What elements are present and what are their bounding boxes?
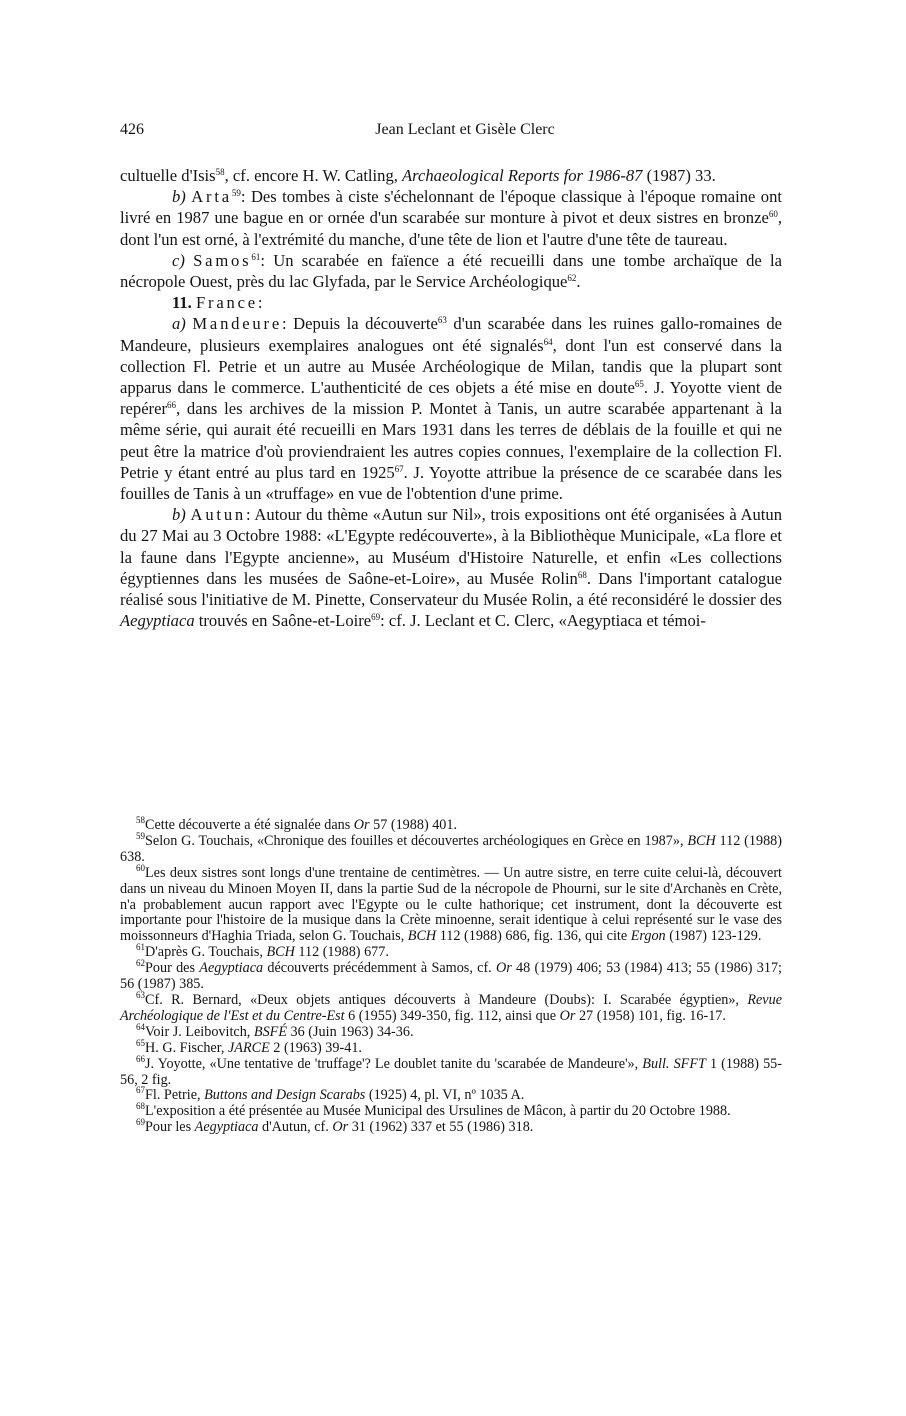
text: . J. Yoyotte attribue la présence de ce scarabée dans les fouilles de Tanis à un «truffage» en vue de l'obtention d'une prime. xyxy=(120,462,782,504)
italic-term: Aegyptiaca xyxy=(194,1119,259,1136)
item-letter: b) xyxy=(172,505,186,525)
text: d'un scarabée dans les ruines gallo-romaines de Mandeure, plusieurs exemplaires analogues ont été signalés xyxy=(120,314,783,355)
paragraph-samos xyxy=(120,250,782,292)
footnote-ref: 69 xyxy=(371,612,381,623)
text: : Depuis la découverte xyxy=(282,314,438,334)
text: 57 (1988) 401. xyxy=(369,817,458,833)
italic-term: Aegyptiaca xyxy=(199,960,264,977)
text: 112 (1988) 677. xyxy=(294,944,389,961)
paragraph-continuation xyxy=(120,165,782,186)
text: , dont l'un est orné, à l'extrémité du manche, d'une tête de lion et l'autre d'une tête de taureau. xyxy=(120,208,782,249)
page-number: 426 xyxy=(120,121,144,138)
section-heading-france xyxy=(120,292,782,313)
text: découverts précédemment à Samos, cf. xyxy=(263,960,496,977)
text: , dont l'un est conservé dans la collection Fl. Petrie et un autre au Musée Archéologique de Milan, tandis que la plupart sont apparus dans le commerce. L'authenticité de ces objets a été mise en doute xyxy=(120,335,782,398)
text: 48 (1979) 406; 53 (1984) 413; 55 (1986) 317; 56 (1987) 385. xyxy=(120,960,782,993)
text: Fl. Petrie, xyxy=(145,1087,205,1104)
italic-term: Aegyptiaca xyxy=(120,611,195,631)
text: 1 (1988) 55-56, 2 fig. xyxy=(120,1055,782,1088)
text: 31 (1962) 337 et 55 (1986) 318. xyxy=(348,1119,534,1136)
footnote-ref: 67 xyxy=(394,463,404,474)
footnote-number: 65 xyxy=(136,1037,145,1048)
italic-term: Buttons and Design Scarabs xyxy=(204,1087,366,1104)
text: 112 (1988) 686, fig. 136, qui cite xyxy=(436,928,631,945)
text: Voir J. Leibovitch, xyxy=(145,1023,254,1040)
place-name: Samos xyxy=(193,250,252,270)
text: 6 (1955) 349-350, fig. 112, ainsi que xyxy=(344,1007,560,1024)
text: Pour des xyxy=(145,960,200,977)
text: : Un scarabée en faïence a été recueilli dans une tombe archaïque de la nécropole Ouest, près du lac Glyfada, par le Service Archéologique xyxy=(120,250,782,292)
footnote-number: 60 xyxy=(136,862,145,873)
footnote-number: 68 xyxy=(136,1101,145,1112)
italic-term: JARCE xyxy=(227,1039,270,1056)
text: 36 (Juin 1963) 34-36. xyxy=(287,1023,414,1040)
text: Les deux sistres sont longs d'une trentaine de centimètres. — Un autre sistre, en terre cuite celui-là, découvert dans un niveau du Minoen Moyen II, dans la partie Sud de la nécropole de Phourni, sur le site d'Archanès en Crète, n'a probablement aucun rapport avec l'Egypte ou le culte hathorique; cet instrument, dont la découverte est importante pour l'histoire de la musique dans la Crète minoenne, serait identique à celui représenté sur le vase des moissonneurs d'Haghia Triada, selon G. Touchais, xyxy=(120,864,782,945)
section-title: France: xyxy=(195,293,266,313)
footnote-number: 69 xyxy=(136,1117,145,1128)
footnote-ref: 61 xyxy=(251,251,261,262)
text: : Autour du thème «Autun sur Nil», trois expositions ont été organisées à Autun du 27 Mai au 3 Octobre 1988: «L'Egypte redécouverte», à la Bibliothèque Municipale, «La flore et la faune dans l'Egypte ancienne», au Muséum d'Histoire Naturelle, et enfin «Les collections égyptiennes dans les musées de Saône-et-Loire», au Musée Rolin xyxy=(120,505,782,588)
footnote-65 xyxy=(120,1037,782,1057)
place-name: Mandeure xyxy=(192,314,283,334)
paragraph-autun xyxy=(120,504,782,631)
text: Cf. R. Bernard, «Deux objets antiques découverts à Mandeure (Doubs): I. Scarabée égyptien», xyxy=(145,991,748,1008)
text: d'Autun, cf. xyxy=(258,1119,333,1136)
footnote-66 xyxy=(120,1053,782,1089)
footnote-62 xyxy=(120,958,782,993)
footnote-64 xyxy=(120,1021,782,1041)
footnote-63 xyxy=(120,989,782,1025)
footnote-60 xyxy=(120,862,782,946)
footnote-61 xyxy=(120,942,782,961)
footnote-ref: 68 xyxy=(577,569,587,580)
footnote-ref: 60 xyxy=(768,209,778,220)
text: (1925) 4, pl. VI, nº 1035 A. xyxy=(365,1087,525,1104)
italic-term: BCH xyxy=(266,944,295,961)
italic-term: BSFÉ xyxy=(253,1023,287,1040)
text: cultuelle d'Isis xyxy=(120,166,216,185)
text: : cf. J. Leclant et C. Clerc, «Aegyptiaca et témoi- xyxy=(380,611,706,631)
text: H. G. Fischer, xyxy=(145,1039,228,1056)
item-letter: b) xyxy=(172,187,186,207)
text: . xyxy=(576,272,581,292)
paragraph-mandeure xyxy=(120,313,782,504)
section-number: 11. xyxy=(172,293,192,313)
footnote-59 xyxy=(120,830,782,866)
paragraph-arta xyxy=(120,186,782,250)
main-text xyxy=(120,165,782,631)
text: D'après G. Touchais, xyxy=(145,944,267,961)
text: J. Yoyotte, «Une tentative de 'truffage'? Le doublet tanite du 'scarabée de Mandeure'», xyxy=(145,1055,643,1072)
running-head: Jean Leclant et Gisèle Clerc xyxy=(375,121,555,138)
footnote-ref: 63 xyxy=(437,315,447,326)
item-letter: a) xyxy=(172,314,186,334)
text: , dans les archives de la mission P. Montet à Tanis, un autre scarabée appartenant à la même série, qui aurait été recueilli en Mars 1931 dans les terres de déblais de la fouille et qui ne peut être la matrice d'où proviendraient les autres copies connues, l'exemplaire de la collection Fl. Petrie y étant entré au plus tard en 1925 xyxy=(120,399,782,482)
footnote-number: 64 xyxy=(136,1021,145,1032)
item-letter: c) xyxy=(172,250,185,270)
italic-term: Or xyxy=(559,1007,576,1024)
text: (1987) 33. xyxy=(642,166,716,185)
italic-term: BCH xyxy=(407,928,437,945)
place-name: Arta xyxy=(191,187,232,207)
text: 2 (1963) 39-41. xyxy=(269,1039,362,1056)
footnote-number: 61 xyxy=(136,942,145,953)
footnote-number: 66 xyxy=(136,1053,145,1064)
text: . J. Yoyotte vient de repérer xyxy=(120,378,782,419)
italic-term: Bull. SFFT xyxy=(642,1055,706,1072)
text: . Dans l'important catalogue réalisé sous l'initiative de M. Pinette, Conservateur du Musée Rolin, a été reconsidéré le dossier des xyxy=(120,568,782,610)
text: , cf. encore H. W. Catling, xyxy=(224,166,403,185)
footnote-ref: 59 xyxy=(231,188,241,199)
italic-term: Or xyxy=(332,1119,349,1136)
footnote-68 xyxy=(120,1101,782,1120)
text: trouvés en Saône-et-Loire xyxy=(194,611,372,631)
italic-term: Or xyxy=(353,817,370,833)
text: 27 (1958) 101, fig. 16-17. xyxy=(575,1007,726,1024)
text: Cette découverte a été signalée dans xyxy=(145,817,354,833)
text: Pour les xyxy=(145,1119,195,1136)
footnote-69 xyxy=(120,1117,782,1136)
footnote-ref: 64 xyxy=(543,336,553,347)
footnote-ref: 62 xyxy=(567,273,577,284)
text: L'exposition a été présentée au Musée Municipal des Ursulines de Mâcon, à partir du 20 Octobre 1988. xyxy=(145,1103,731,1120)
italic-term: BCH xyxy=(687,832,716,849)
text: (1987) 123-129. xyxy=(665,928,762,945)
footnote-number: 58 xyxy=(136,815,145,825)
footnote-67 xyxy=(120,1085,782,1104)
footnote-number: 59 xyxy=(136,830,145,841)
footnote-number: 63 xyxy=(136,989,145,1000)
footnotes xyxy=(120,815,782,1136)
footnote-number: 67 xyxy=(136,1085,145,1096)
footnote-ref: 65 xyxy=(634,379,644,390)
footnote-58 xyxy=(120,815,782,834)
text: 112 (1988) 638. xyxy=(120,832,782,865)
footnote-number: 62 xyxy=(136,958,145,969)
footnote-ref: 58 xyxy=(215,167,225,177)
place-name: Autun xyxy=(190,505,247,525)
text: Selon G. Touchais, «Chronique des fouilles et découvertes archéologiques en Grèce en 1987», xyxy=(145,832,688,849)
journal-title: Archaeological Reports for 1986-87 xyxy=(402,166,643,185)
italic-term: Revue Archéologique de l'Est et du Centre-Est xyxy=(120,991,782,1024)
text: : Des tombes à ciste s'échelonnant de l'époque classique à l'époque romaine ont livré en 1987 une bague en or ornée d'un scarabée sur monture à pivot et deux sistres en bronze xyxy=(120,187,782,228)
italic-term: Or xyxy=(496,960,512,977)
footnote-ref: 66 xyxy=(166,400,176,411)
italic-term: Ergon xyxy=(630,928,666,945)
